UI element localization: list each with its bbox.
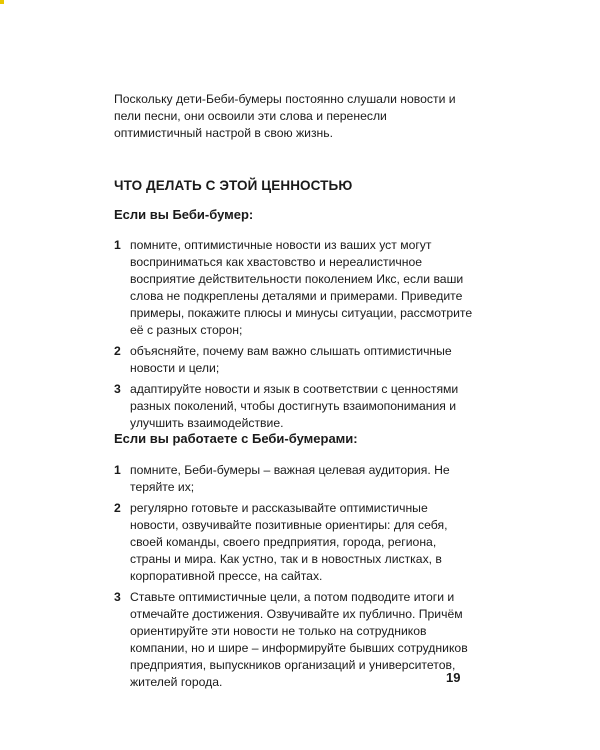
page-number: 19 — [446, 670, 461, 685]
section-title: ЧТО ДЕЛАТЬ С ЭТОЙ ЦЕННОСТЬЮ — [114, 178, 353, 193]
boomer-advice-list — [114, 237, 474, 436]
item-number: 2 — [114, 501, 121, 515]
item-number: 1 — [114, 463, 121, 477]
item-number: 2 — [114, 344, 121, 358]
list-item — [114, 462, 474, 496]
subsection-heading-boomer: Если вы Беби-бумер: — [114, 207, 254, 222]
list-item — [114, 343, 474, 377]
item-text: помните, оптимистичные новости из ваших уст могут восприниматься как хвастовство и нереалистичное восприятие действительности поколением Икс, если ваши слова не подкреплены деталями и примерами. Приведите примеры, покажите плюсы и минусы ситуации, рассмотрите её с разных сторон; — [130, 238, 473, 337]
item-text: регулярно готовьте и рассказывайте оптимистичные новости, озвучивайте позитивные ориентиры: для себя, своей команды, своего предприятия, города, региона, страны и мира. Как устно, так и в новостных листках, в корпоративной прессе, на сайтах. — [130, 501, 448, 583]
list-item — [114, 381, 474, 432]
intro-paragraph: Поскольку дети-Беби-бумеры постоянно слушали новости и пели песни, они освоили эти слова и перенесли оптимистичный настрой в свою жизнь. — [114, 92, 456, 140]
list-item — [114, 500, 474, 585]
list-item — [114, 589, 474, 691]
item-number: 3 — [114, 382, 121, 396]
item-text: помните, Беби-бумеры – важная целевая аудитория. Не теряйте их; — [130, 463, 450, 494]
subsection-heading-working-with-boomers: Если вы работаете с Беби-бумерами: — [114, 431, 358, 446]
item-number: 1 — [114, 238, 121, 252]
working-with-boomers-list — [114, 462, 474, 695]
list-item — [114, 237, 474, 339]
item-text: объясняйте, почему вам важно слышать оптимистичные новости и цели; — [130, 344, 452, 375]
corner-mark — [0, 0, 4, 4]
item-text: адаптируйте новости и язык в соответствии с ценностями разных поколений, чтобы достигнуть взаимопонимания и улучшить взаимодействие. — [130, 382, 459, 430]
item-number: 3 — [114, 590, 121, 604]
item-text: Ставьте оптимистичные цели, а потом подводите итоги и отмечайте достижения. Озвучивайте их публично. Причём ориентируйте эти новости не только на сотрудников компании, но и шире – информируйте бывших сотрудников предприятия, выпускников организаций и университетов, жителей города. — [130, 590, 468, 689]
